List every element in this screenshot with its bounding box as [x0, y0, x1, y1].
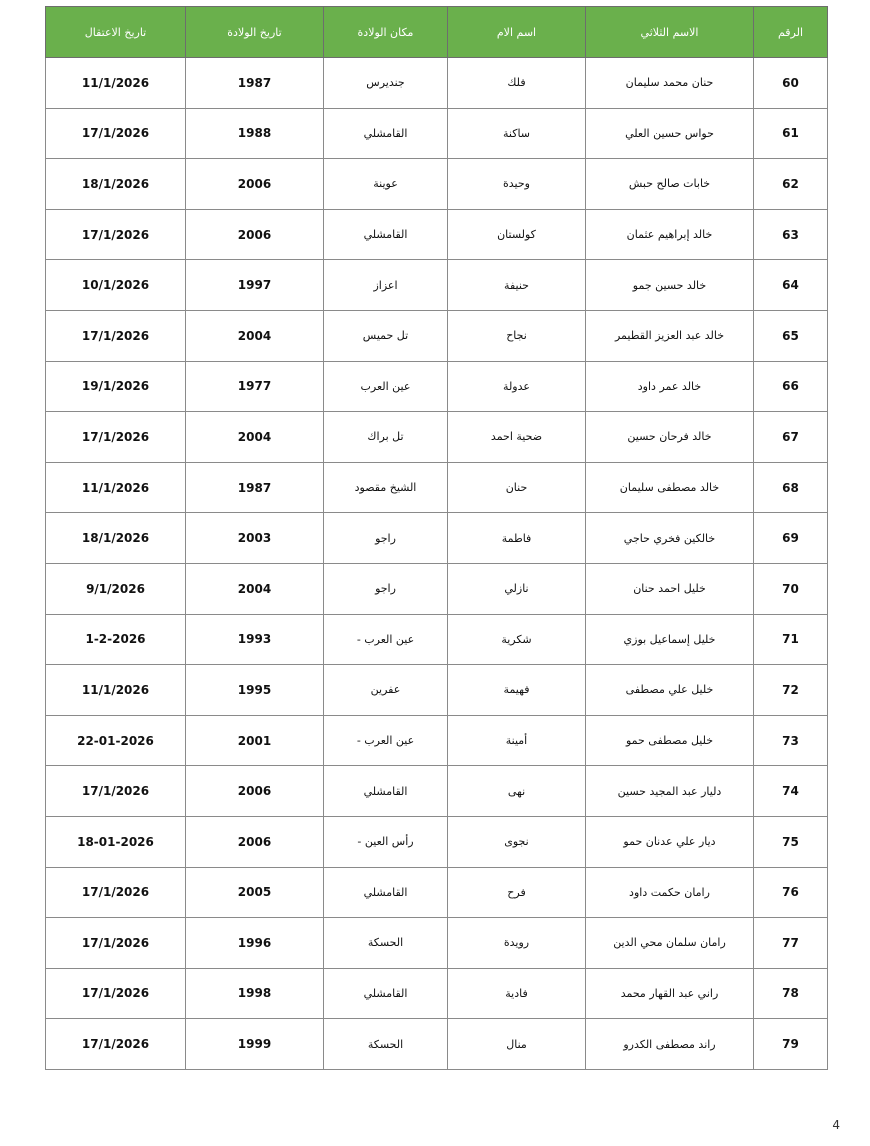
- row-number-cell: 79: [754, 1019, 828, 1070]
- row-number-cell: 72: [754, 665, 828, 716]
- birth-year-cell: 1993: [186, 614, 324, 665]
- table-row: [46, 715, 828, 766]
- row-number-cell: 74: [754, 766, 828, 817]
- full-name-cell: راني عبد القهار محمد: [586, 968, 754, 1019]
- row-number-cell: 73: [754, 715, 828, 766]
- full-name-cell: حنان محمد سليمان: [586, 58, 754, 109]
- mother-name-cell: نجاح: [448, 310, 586, 361]
- mother-name-cell: حنان: [448, 462, 586, 513]
- birth-year-cell: 1998: [186, 968, 324, 1019]
- mother-name-cell: فرح: [448, 867, 586, 918]
- birth-year-cell: 1977: [186, 361, 324, 412]
- row-number-cell: 78: [754, 968, 828, 1019]
- full-name-cell: حواس حسين العلي: [586, 108, 754, 159]
- birth-year-cell: 1988: [186, 108, 324, 159]
- header-row: [46, 7, 828, 58]
- mother-name-cell: عدولة: [448, 361, 586, 412]
- birth-year-cell: 2005: [186, 867, 324, 918]
- birth-year-cell: 1987: [186, 462, 324, 513]
- page-number: 4: [832, 1118, 840, 1132]
- row-number-cell: 61: [754, 108, 828, 159]
- arrest-date-cell: 11/1/2026: [46, 665, 186, 716]
- header-arrest-date: تاريخ الاعتقال: [46, 7, 186, 58]
- mother-name-cell: نازلي: [448, 563, 586, 614]
- table-row: [46, 614, 828, 665]
- full-name-cell: رامان سلمان محي الدين: [586, 918, 754, 969]
- header-mother-name: اسم الام: [448, 7, 586, 58]
- row-number-cell: 69: [754, 513, 828, 564]
- row-number-cell: 63: [754, 209, 828, 260]
- birthplace-cell: القامشلي: [324, 108, 448, 159]
- birth-year-cell: 1995: [186, 665, 324, 716]
- table-row: [46, 412, 828, 463]
- arrest-date-cell: 18/1/2026: [46, 159, 186, 210]
- arrest-date-cell: 17/1/2026: [46, 1019, 186, 1070]
- arrest-date-cell: 10/1/2026: [46, 260, 186, 311]
- row-number-cell: 66: [754, 361, 828, 412]
- table-row: [46, 209, 828, 260]
- table-row: [46, 513, 828, 564]
- arrest-date-cell: 19/1/2026: [46, 361, 186, 412]
- mother-name-cell: فهيمة: [448, 665, 586, 716]
- full-name-cell: دليار عبد المجيد حسين: [586, 766, 754, 817]
- row-number-cell: 62: [754, 159, 828, 210]
- birthplace-cell: جنديرس: [324, 58, 448, 109]
- full-name-cell: خالد إبراهيم عثمان: [586, 209, 754, 260]
- table-body: [46, 58, 828, 1070]
- birthplace-cell: الحسكة: [324, 918, 448, 969]
- arrest-date-cell: 17/1/2026: [46, 867, 186, 918]
- full-name-cell: خابات صالح حبش: [586, 159, 754, 210]
- birthplace-cell: الشيخ مقصود: [324, 462, 448, 513]
- arrest-date-cell: 9/1/2026: [46, 563, 186, 614]
- mother-name-cell: نهى: [448, 766, 586, 817]
- table-row: [46, 108, 828, 159]
- birthplace-cell: عفرين: [324, 665, 448, 716]
- mother-name-cell: أمينة: [448, 715, 586, 766]
- mother-name-cell: نجوى: [448, 816, 586, 867]
- birth-year-cell: 2006: [186, 766, 324, 817]
- arrest-date-cell: 18-01-2026: [46, 816, 186, 867]
- birth-year-cell: 2006: [186, 209, 324, 260]
- birth-year-cell: 2004: [186, 412, 324, 463]
- full-name-cell: خليل علي مصطفى: [586, 665, 754, 716]
- header-birthplace: مكان الولادة: [324, 7, 448, 58]
- table-row: [46, 665, 828, 716]
- mother-name-cell: كولستان: [448, 209, 586, 260]
- birthplace-cell: القامشلي: [324, 968, 448, 1019]
- table-row: [46, 462, 828, 513]
- table-row: [46, 159, 828, 210]
- birthplace-cell: عين العرب: [324, 361, 448, 412]
- birthplace-cell: القامشلي: [324, 867, 448, 918]
- birthplace-cell: القامشلي: [324, 209, 448, 260]
- birth-year-cell: 2006: [186, 159, 324, 210]
- row-number-cell: 65: [754, 310, 828, 361]
- row-number-cell: 77: [754, 918, 828, 969]
- birthplace-cell: راجو: [324, 513, 448, 564]
- birthplace-cell: اعزاز: [324, 260, 448, 311]
- mother-name-cell: فادية: [448, 968, 586, 1019]
- arrest-date-cell: 17/1/2026: [46, 918, 186, 969]
- full-name-cell: خالد عمر داود: [586, 361, 754, 412]
- table-header: [46, 7, 828, 58]
- table-row: [46, 816, 828, 867]
- mother-name-cell: شكرية: [448, 614, 586, 665]
- table-row: [46, 918, 828, 969]
- birthplace-cell: تل براك: [324, 412, 448, 463]
- row-number-cell: 76: [754, 867, 828, 918]
- row-number-cell: 70: [754, 563, 828, 614]
- arrest-date-cell: 17/1/2026: [46, 412, 186, 463]
- birthplace-cell: عين العرب -: [324, 715, 448, 766]
- arrest-date-cell: 22-01-2026: [46, 715, 186, 766]
- birth-year-cell: 2004: [186, 310, 324, 361]
- header-birth-year: تاريخ الولادة: [186, 7, 324, 58]
- mother-name-cell: فاطمة: [448, 513, 586, 564]
- arrest-date-cell: 17/1/2026: [46, 108, 186, 159]
- birthplace-cell: رأس العين -: [324, 816, 448, 867]
- birthplace-cell: الحسكة: [324, 1019, 448, 1070]
- table-row: [46, 563, 828, 614]
- arrest-date-cell: 17/1/2026: [46, 310, 186, 361]
- full-name-cell: خليل احمد حنان: [586, 563, 754, 614]
- birthplace-cell: راجو: [324, 563, 448, 614]
- birthplace-cell: عوينة: [324, 159, 448, 210]
- birthplace-cell: عين العرب -: [324, 614, 448, 665]
- arrest-date-cell: 17/1/2026: [46, 209, 186, 260]
- full-name-cell: خالد عبد العزيز القطيمر: [586, 310, 754, 361]
- full-name-cell: ديار علي عدنان حمو: [586, 816, 754, 867]
- full-name-cell: خالكين فخري حاجي: [586, 513, 754, 564]
- birth-year-cell: 1997: [186, 260, 324, 311]
- header-full-name: الاسم الثلاثي: [586, 7, 754, 58]
- table-row: [46, 1019, 828, 1070]
- birthplace-cell: تل حميس: [324, 310, 448, 361]
- row-number-cell: 75: [754, 816, 828, 867]
- full-name-cell: رامان حكمت داود: [586, 867, 754, 918]
- birth-year-cell: 2001: [186, 715, 324, 766]
- mother-name-cell: ضحية احمد: [448, 412, 586, 463]
- arrest-date-cell: 11/1/2026: [46, 58, 186, 109]
- mother-name-cell: منال: [448, 1019, 586, 1070]
- arrest-date-cell: 17/1/2026: [46, 968, 186, 1019]
- table-row: [46, 968, 828, 1019]
- table-row: [46, 766, 828, 817]
- mother-name-cell: وحيدة: [448, 159, 586, 210]
- full-name-cell: خليل إسماعيل بوزي: [586, 614, 754, 665]
- full-name-cell: راند مصطفى الكدرو: [586, 1019, 754, 1070]
- birthplace-cell: القامشلي: [324, 766, 448, 817]
- row-number-cell: 67: [754, 412, 828, 463]
- table-row: [46, 867, 828, 918]
- table-row: [46, 260, 828, 311]
- full-name-cell: خالد حسين جمو: [586, 260, 754, 311]
- birth-year-cell: 1999: [186, 1019, 324, 1070]
- mother-name-cell: رويدة: [448, 918, 586, 969]
- arrest-date-cell: 17/1/2026: [46, 766, 186, 817]
- mother-name-cell: فلك: [448, 58, 586, 109]
- arrest-date-cell: 1-2-2026: [46, 614, 186, 665]
- birth-year-cell: 2004: [186, 563, 324, 614]
- birth-year-cell: 2003: [186, 513, 324, 564]
- arrest-date-cell: 18/1/2026: [46, 513, 186, 564]
- table-row: [46, 310, 828, 361]
- row-number-cell: 60: [754, 58, 828, 109]
- table-row: [46, 58, 828, 109]
- mother-name-cell: ساكنة: [448, 108, 586, 159]
- table-row: [46, 361, 828, 412]
- full-name-cell: خليل مصطفى حمو: [586, 715, 754, 766]
- full-name-cell: خالد مصطفى سليمان: [586, 462, 754, 513]
- header-number: الرقم: [754, 7, 828, 58]
- arrest-date-cell: 11/1/2026: [46, 462, 186, 513]
- row-number-cell: 71: [754, 614, 828, 665]
- full-name-cell: خالد فرحان حسين: [586, 412, 754, 463]
- row-number-cell: 68: [754, 462, 828, 513]
- birth-year-cell: 2006: [186, 816, 324, 867]
- birth-year-cell: 1987: [186, 58, 324, 109]
- row-number-cell: 64: [754, 260, 828, 311]
- detainees-table: [45, 6, 828, 1070]
- birth-year-cell: 1996: [186, 918, 324, 969]
- mother-name-cell: حنيفة: [448, 260, 586, 311]
